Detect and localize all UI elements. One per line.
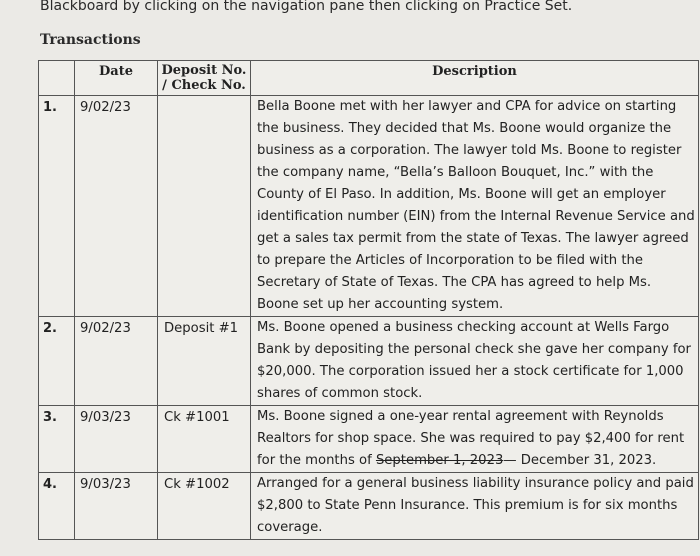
row-number: 4. <box>39 473 75 540</box>
row-description: Arranged for a general business liability insurance policy and paid $2,800 to State Penn Insurance. This premium is for six months coverage. <box>251 473 699 540</box>
description-text: Ms. Boone signed a one-year rental agreement with Reynolds Realtors for shop space. She was required to pay $2,400 for rent for the months of <box>257 409 685 468</box>
intro-text: Blackboard by clicking on the navigation pane then clicking on Practice Set. <box>40 0 573 14</box>
row-number: 2. <box>39 317 75 406</box>
header-deposit-check <box>158 61 251 96</box>
row-date: 9/03/23 <box>75 473 158 540</box>
section-title: Transactions <box>40 32 141 48</box>
struck-date-text: September 1, 2023 <box>375 453 504 468</box>
row-date: 9/03/23 <box>75 406 158 473</box>
header-number <box>39 61 75 96</box>
row-description: Bella Boone met with her lawyer and CPA for advice on starting the business. They decided that Ms. Boone would organize the business as a corporation. The lawyer told Ms. Boone to register the company name, “Bella’s Balloon Bouquet, Inc.” with the County of El Paso. In addition, Ms. Boone will get an employer identification number (EIN) from the Internal Revenue Service and get a sales tax permit from the state of Texas. The lawyer agreed to prepare the Articles of Incorporation to be filed with the Secretary of State of Texas. The CPA has agreed to help Ms. Boone set up her accounting system. <box>251 96 699 317</box>
table-header-row <box>39 61 699 96</box>
row-ref: Ck #1002 <box>158 473 251 540</box>
row-ref: Deposit #1 <box>158 317 251 406</box>
table-row <box>39 317 699 406</box>
header-description: Description <box>251 61 699 96</box>
row-date: 9/02/23 <box>75 96 158 317</box>
table-row <box>39 473 699 540</box>
table-row <box>39 96 699 317</box>
row-description: Ms. Boone opened a business checking account at Wells Fargo Bank by depositing the personal check she gave her company for $20,000. The corporation issued her a stock certificate for 1,000 shares of common stock. <box>251 317 699 406</box>
row-number: 3. <box>39 406 75 473</box>
row-ref <box>158 96 251 317</box>
row-date: 9/02/23 <box>75 317 158 406</box>
row-number: 1. <box>39 96 75 317</box>
table-row <box>39 406 699 473</box>
description-text-end: — December 31, 2023. <box>503 453 657 468</box>
transactions-table <box>38 60 699 540</box>
header-deposit-line2: / Check No. <box>162 78 246 93</box>
header-deposit-line1: Deposit No. <box>161 63 247 78</box>
row-description <box>251 406 699 473</box>
header-date: Date <box>75 61 158 96</box>
row-ref: Ck #1001 <box>158 406 251 473</box>
